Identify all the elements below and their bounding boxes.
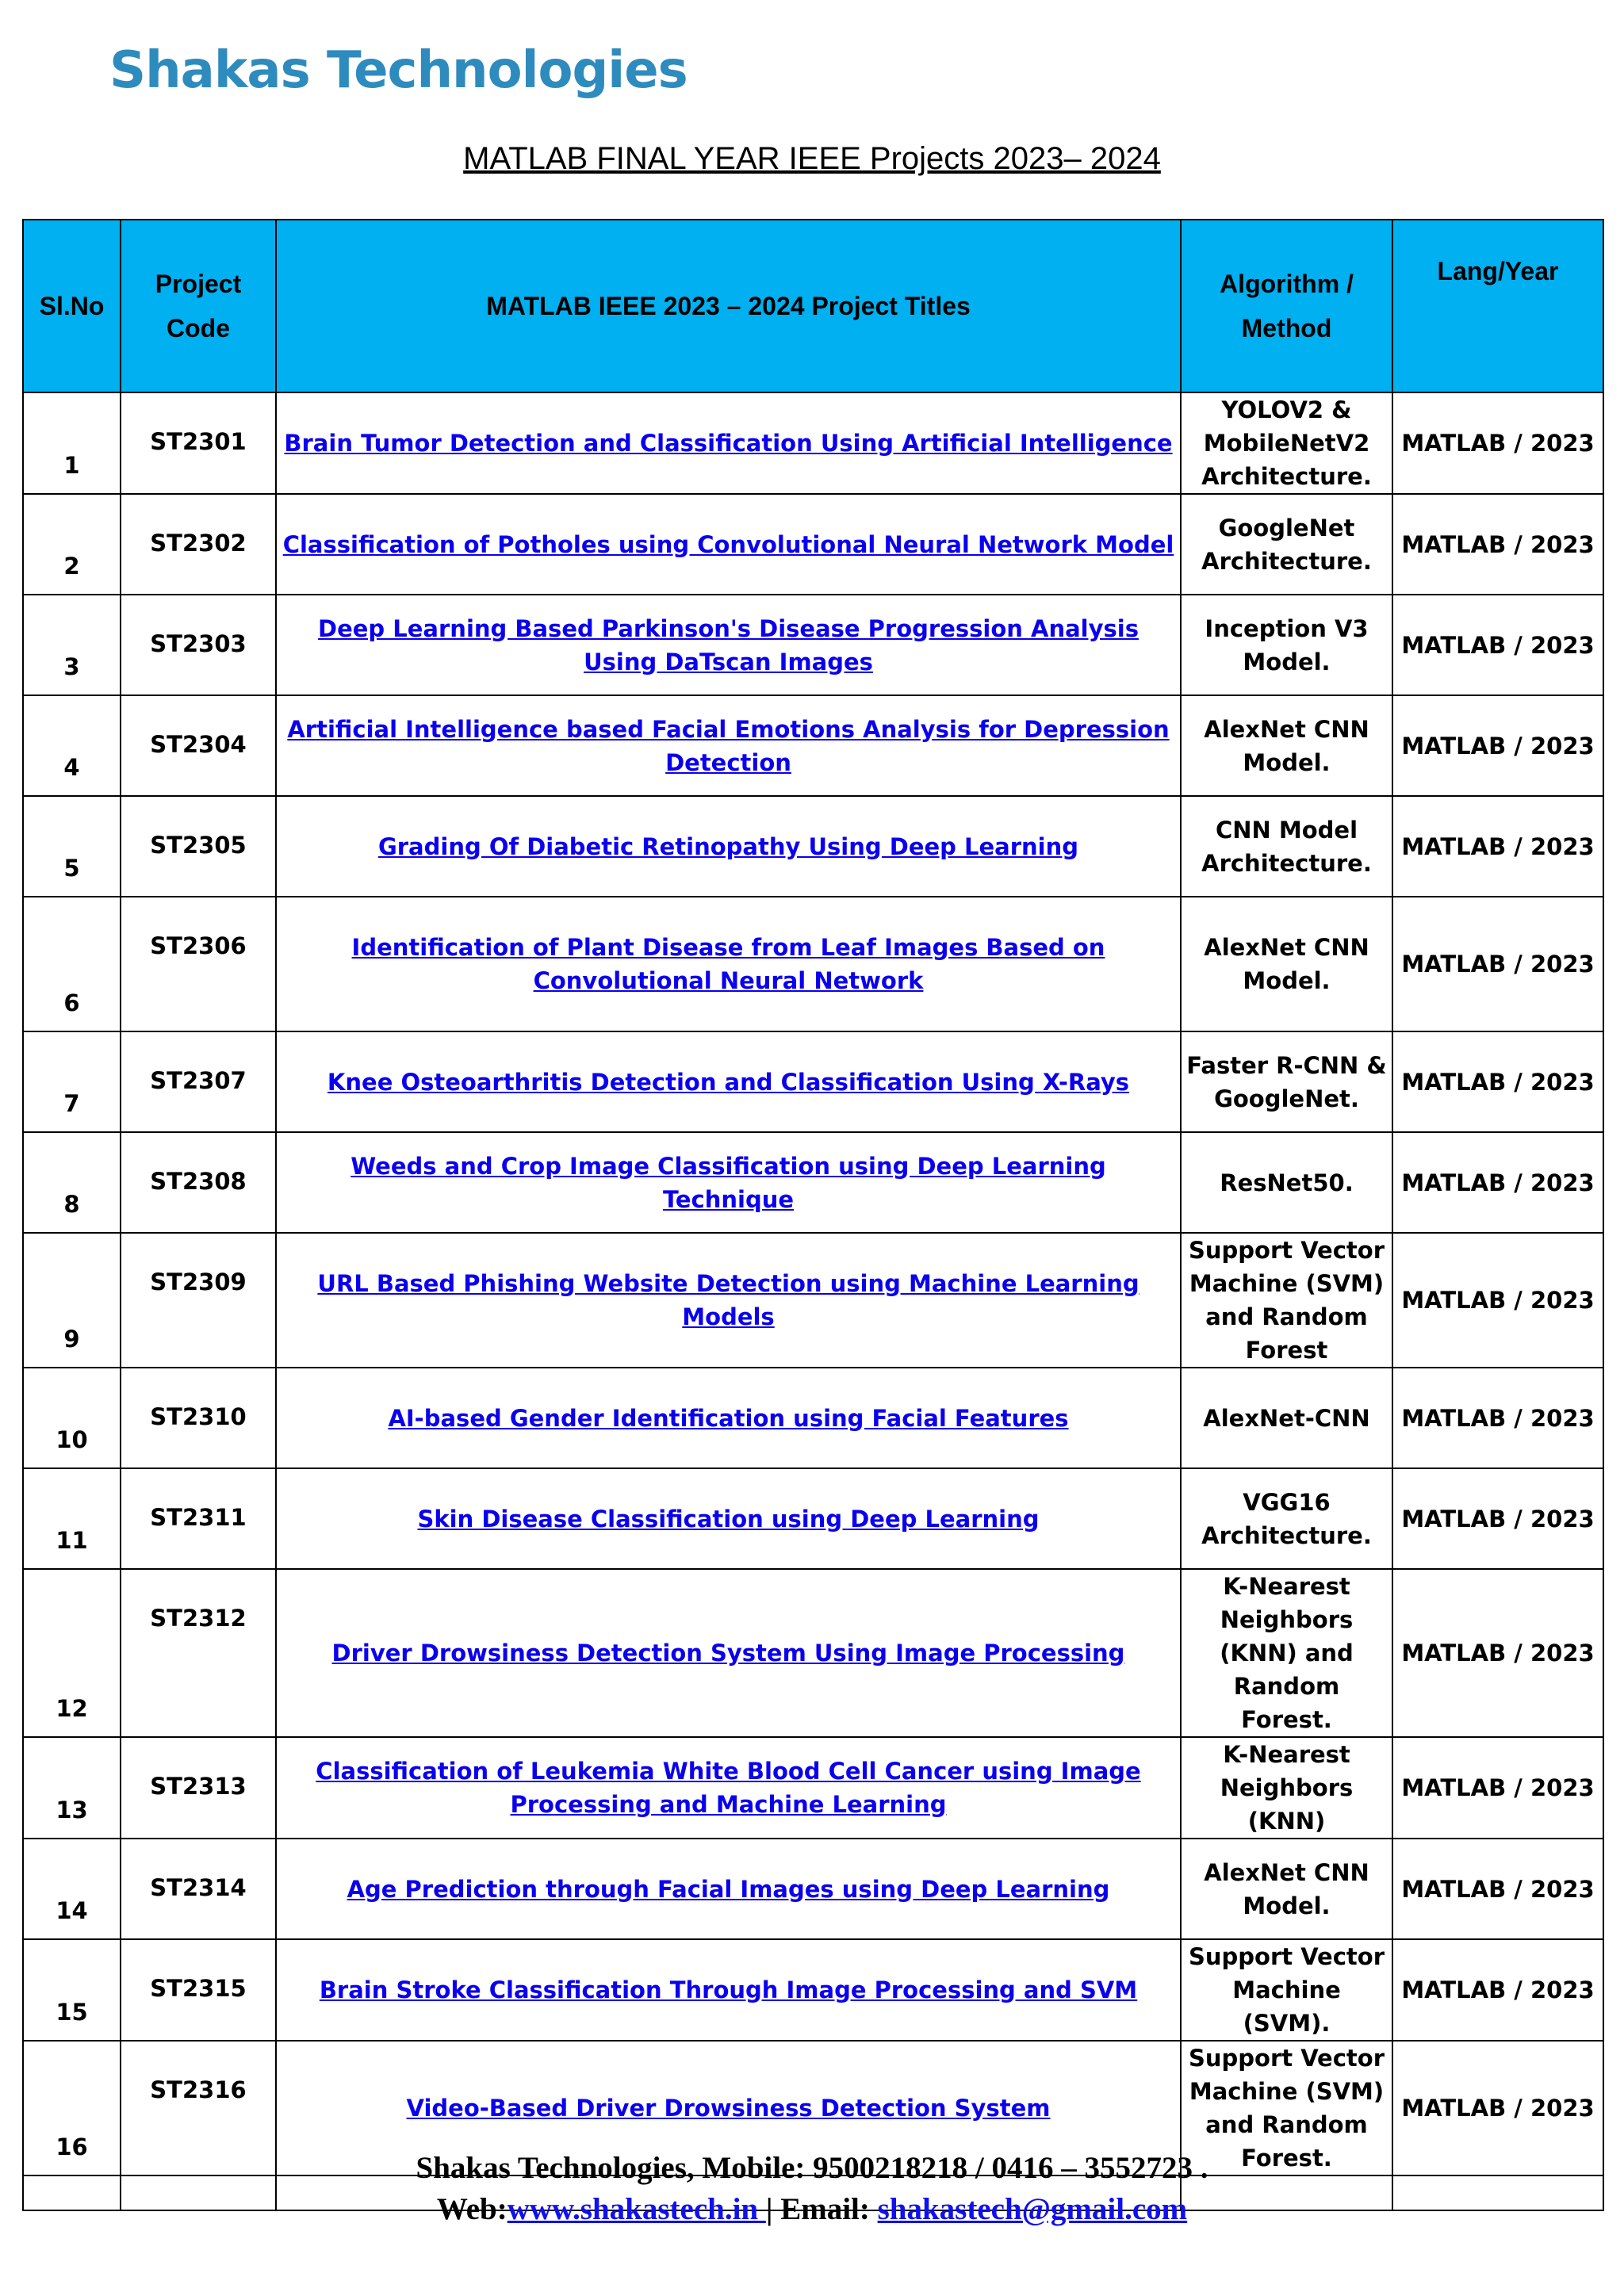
project-title-link[interactable]: Age Prediction through Facial Images using Deep Learning [347, 1875, 1110, 1903]
project-title-cell [276, 595, 1181, 695]
algorithm-cell: Support Vector Machine (SVM). [1181, 1939, 1392, 2041]
table-row [23, 695, 1603, 796]
project-code-cell: ST2302 [121, 494, 276, 595]
table-row [23, 796, 1603, 897]
slno-cell: 3 [23, 595, 121, 695]
lang-year-cell: MATLAB / 2023 [1392, 1839, 1603, 1939]
lang-year-cell: MATLAB / 2023 [1392, 2041, 1603, 2175]
slno-cell: 15 [23, 1939, 121, 2041]
slno-cell: 12 [23, 1569, 121, 1737]
website-link[interactable]: www.shakastech.in [507, 2192, 766, 2226]
project-title-cell [276, 1368, 1181, 1468]
project-title-cell [276, 1737, 1181, 1839]
project-code-cell: ST2307 [121, 1031, 276, 1132]
project-title-cell [276, 1839, 1181, 1939]
slno-cell: 8 [23, 1132, 121, 1233]
lang-year-cell: MATLAB / 2023 [1392, 1031, 1603, 1132]
project-code-cell: ST2304 [121, 695, 276, 796]
footer-links [0, 2191, 1624, 2227]
algorithm-cell: K-Nearest Neighbors (KNN) [1181, 1737, 1392, 1839]
lang-year-cell: MATLAB / 2023 [1392, 595, 1603, 695]
header-project-code: Project Code [121, 220, 276, 392]
project-code-cell: ST2315 [121, 1939, 276, 2041]
project-title-link[interactable]: Deep Learning Based Parkinson's Disease Progression Analysis Using DaTscan Images [318, 614, 1139, 675]
lang-year-cell: MATLAB / 2023 [1392, 695, 1603, 796]
table-row [23, 494, 1603, 595]
slno-cell: 4 [23, 695, 121, 796]
project-title-cell [276, 1939, 1181, 2041]
page-title: MATLAB FINAL YEAR IEEE Projects 2023– 2024 [463, 141, 1161, 176]
algorithm-cell: Support Vector Machine (SVM) and Random Forest. [1181, 2041, 1392, 2175]
algorithm-cell: K-Nearest Neighbors (KNN) and Random Forest. [1181, 1569, 1392, 1737]
table-body [23, 392, 1603, 2210]
project-title-cell [276, 1569, 1181, 1737]
table-row [23, 1839, 1603, 1939]
projects-table [22, 219, 1604, 2211]
slno-cell: 5 [23, 796, 121, 897]
project-title-link[interactable]: URL Based Phishing Website Detection using Machine Learning Models [317, 1270, 1139, 1330]
lang-year-cell: MATLAB / 2023 [1392, 897, 1603, 1031]
algorithm-cell: GoogleNet Architecture. [1181, 494, 1392, 595]
project-code-cell: ST2301 [121, 392, 276, 494]
project-title-cell [276, 494, 1181, 595]
slno-cell: 16 [23, 2041, 121, 2175]
footer-contact: Shakas Technologies, Mobile: 9500218218 / 0416 – 3552723 . [416, 2151, 1208, 2185]
slno-cell: 11 [23, 1468, 121, 1569]
lang-year-cell: MATLAB / 2023 [1392, 1569, 1603, 1737]
project-title-link[interactable]: Brain Tumor Detection and Classification Using Artificial Intelligence [284, 430, 1173, 457]
lang-year-cell: MATLAB / 2023 [1392, 1368, 1603, 1468]
project-title-link[interactable]: Grading Of Diabetic Retinopathy Using Deep Learning [377, 832, 1079, 860]
header-slno: Sl.No [23, 220, 121, 392]
project-title-cell [276, 392, 1181, 494]
project-code-cell: ST2313 [121, 1737, 276, 1839]
footer-separator: | Email: [765, 2192, 878, 2226]
project-title-cell [276, 1132, 1181, 1233]
lang-year-cell: MATLAB / 2023 [1392, 392, 1603, 494]
table-row [23, 1233, 1603, 1368]
table-row [23, 897, 1603, 1031]
project-title-link[interactable]: AI-based Gender Identification using Facial Features [388, 1404, 1069, 1432]
project-title-link[interactable]: Skin Disease Classification using Deep Learning [417, 1505, 1040, 1533]
table-header-row [23, 220, 1603, 392]
project-title-cell [276, 1233, 1181, 1368]
project-title-link[interactable]: Brain Stroke Classification Through Image Processing and SVM [319, 1976, 1138, 2003]
project-code-cell: ST2310 [121, 1368, 276, 1468]
slno-cell: 10 [23, 1368, 121, 1468]
header-algorithm-method: Algorithm / Method [1181, 220, 1392, 392]
lang-year-cell: MATLAB / 2023 [1392, 1233, 1603, 1368]
header-project-titles: MATLAB IEEE 2023 – 2024 Project Titles [276, 220, 1181, 392]
project-code-cell: ST2303 [121, 595, 276, 695]
algorithm-cell: VGG16 Architecture. [1181, 1468, 1392, 1569]
slno-cell: 1 [23, 392, 121, 494]
project-title-cell [276, 897, 1181, 1031]
slno-cell: 14 [23, 1839, 121, 1939]
project-code-cell: ST2305 [121, 796, 276, 897]
lang-year-cell: MATLAB / 2023 [1392, 1132, 1603, 1233]
slno-cell: 9 [23, 1233, 121, 1368]
header-lang-year: Lang/Year [1392, 220, 1603, 392]
project-title-link[interactable]: Driver Drowsiness Detection System Using Image Processing [331, 1640, 1125, 1667]
project-code-cell: ST2308 [121, 1132, 276, 1233]
slno-cell: 13 [23, 1737, 121, 1839]
lang-year-cell: MATLAB / 2023 [1392, 1939, 1603, 2041]
footer-web-label: Web: [436, 2192, 508, 2226]
lang-year-cell: MATLAB / 2023 [1392, 494, 1603, 595]
table-row [23, 1132, 1603, 1233]
table-row [23, 1569, 1603, 1737]
lang-year-cell: MATLAB / 2023 [1392, 1468, 1603, 1569]
slno-cell: 2 [23, 494, 121, 595]
project-title-cell [276, 1031, 1181, 1132]
table-row [23, 392, 1603, 494]
project-title-cell [276, 796, 1181, 897]
slno-cell: 7 [23, 1031, 121, 1132]
algorithm-cell: YOLOV2 & MobileNetV2 Architecture. [1181, 392, 1392, 494]
project-code-cell: ST2309 [121, 1233, 276, 1368]
table-row [23, 1368, 1603, 1468]
project-code-cell: ST2312 [121, 1569, 276, 1737]
project-code-cell: ST2316 [121, 2041, 276, 2175]
project-title-link[interactable]: Video-Based Driver Drowsiness Detection System [406, 2095, 1051, 2122]
algorithm-cell: AlexNet-CNN [1181, 1368, 1392, 1468]
project-title-link[interactable]: Classification of Potholes using Convolutional Neural Network Model [282, 530, 1174, 558]
algorithm-cell: AlexNet CNN Model. [1181, 897, 1392, 1031]
slno-cell: 6 [23, 897, 121, 1031]
project-title-link[interactable]: Artificial Intelligence based Facial Emotions Analysis for Depression Detection [287, 715, 1170, 776]
algorithm-cell: Faster R-CNN & GoogleNet. [1181, 1031, 1392, 1132]
algorithm-cell: CNN Model Architecture. [1181, 796, 1392, 897]
project-title-link[interactable]: Knee Osteoarthritis Detection and Classification Using X-Rays [327, 1068, 1130, 1096]
lang-year-cell: MATLAB / 2023 [1392, 1737, 1603, 1839]
algorithm-cell: AlexNet CNN Model. [1181, 1839, 1392, 1939]
algorithm-cell: AlexNet CNN Model. [1181, 695, 1392, 796]
table-row [23, 595, 1603, 695]
project-code-cell: ST2311 [121, 1468, 276, 1569]
table-row [23, 1031, 1603, 1132]
algorithm-cell: ResNet50. [1181, 1132, 1392, 1233]
project-code-cell: ST2306 [121, 897, 276, 1031]
algorithm-cell: Support Vector Machine (SVM) and Random Forest [1181, 1233, 1392, 1368]
algorithm-cell: Inception V3 Model. [1181, 595, 1392, 695]
email-link[interactable]: shakastech@gmail.com [877, 2192, 1188, 2226]
table-row [23, 1468, 1603, 1569]
project-title-link[interactable]: Identification of Plant Disease from Leaf Images Based on Convolutional Neural Network [351, 934, 1105, 994]
project-title-link[interactable]: Classification of Leukemia White Blood Cell Cancer using Image Processing and Machine Learning [316, 1758, 1141, 1818]
table-row [23, 1939, 1603, 2041]
project-title-link[interactable]: Weeds and Crop Image Classification using Deep Learning Technique [350, 1152, 1106, 1213]
project-code-cell: ST2314 [121, 1839, 276, 1939]
project-title-cell [276, 695, 1181, 796]
project-title-cell [276, 1468, 1181, 1569]
company-logo: Shakas Technologies [109, 41, 688, 100]
lang-year-cell: MATLAB / 2023 [1392, 796, 1603, 897]
table-row [23, 1737, 1603, 1839]
